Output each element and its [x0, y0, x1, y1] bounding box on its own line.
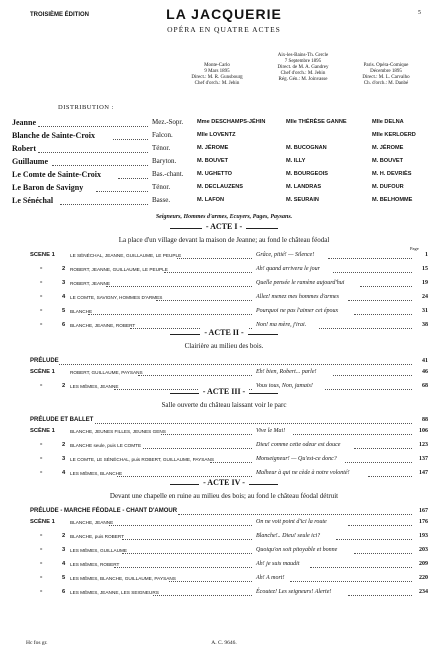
- footer-plate-number: A. C. 9646.: [211, 640, 237, 646]
- scene-entry: » 3 LE COMTE, LE SÉNÉCHAL, puis ROBERT, GUILLAUME, PAYSANS Monseigneur! — Qu'est-ce donc? 137: [40, 456, 428, 462]
- cast-monte-carlo: Mme DESCHAMPS-JÉHIN: [197, 119, 266, 125]
- scene-characters: BLANCHE seule, puis LE COMTE: [70, 443, 142, 448]
- act-setting: Clairière au milieu des bois.: [184, 342, 264, 350]
- venue-monte-carlo: Monte-Carlo 9 Mars 1895 Direct.: M. R. Gunsbourg Chef d'orch.: M. Jehin: [191, 63, 243, 86]
- scene-number: 2: [62, 383, 66, 389]
- cast-paris: M. BOUVET: [372, 158, 404, 164]
- distribution-label: DISTRIBUTION :: [58, 104, 114, 111]
- cast-aix: M. ILLY: [286, 158, 306, 164]
- scene-incipit: Quoiqu'on soit pitoyable et bonne: [256, 547, 338, 553]
- scene-characters: BLANCHE: [70, 309, 93, 314]
- scene-page: 176: [419, 519, 428, 525]
- page-marker: 5: [418, 10, 421, 16]
- scene-page: 147: [419, 470, 428, 476]
- scene-characters: LE COMTE, SAVIGNY, HOMMES D'ARMES: [70, 295, 163, 300]
- prelude-page: 41: [422, 358, 428, 364]
- footer-left: Hc fos gr.: [26, 640, 48, 646]
- scene-number: 3: [62, 456, 66, 462]
- scene-entry: [0, 428, 448, 438]
- scene-page: 31: [422, 308, 428, 314]
- scene-incipit: Écoutez! Les seigneurs! Alerte!: [256, 589, 332, 595]
- scene-characters: LE COMTE, LE SÉNÉCHAL, puis ROBERT, GUILLAUME, PAYSANS: [70, 457, 215, 462]
- act-title: - ACTE III -: [0, 387, 448, 396]
- scene-number: 5: [62, 308, 66, 314]
- page-subtitle: OPÉRA EN QUATRE ACTES: [167, 25, 281, 34]
- scene-number: 4: [62, 294, 66, 300]
- scene-incipit: Quelle pensée le ramène aujourd'hui: [256, 280, 345, 286]
- venue-aix-les-bains: Aix-les-Bains-Th. Cercle 7 Septembre 1895 Direct. de M. A. Gandrey Chef d'orch.: M. Jehin Rég. Gén.: M. Joinvasse: [277, 53, 329, 82]
- scene-characters: BLANCHE, puis ROBERT: [70, 534, 125, 539]
- scene-page: 234: [419, 589, 428, 595]
- scene-entry: » 6 LES MÊMES, JEANNE, LES SEIGNEURS Écoutez! Les seigneurs! Alerte! 234: [40, 589, 428, 595]
- scene-entry: [0, 519, 448, 529]
- cast-aix: M. LANDRAS: [286, 184, 322, 190]
- scene-characters: ROBERT, GUILLAUME, PAYSANS: [70, 370, 143, 375]
- scene-characters: BLANCHE, JEANNE, ROBERT: [70, 323, 136, 328]
- prelude-label: PRÉLUDE - MARCHE FÉODALE - CHANT D'AMOUR: [30, 508, 178, 514]
- scene-page: 123: [419, 442, 428, 448]
- scene-page: 24: [422, 294, 428, 300]
- act-setting: Salle ouverte du château laissant voir le parc: [161, 401, 287, 409]
- scene-entry: » 2 LES MÊMES, JEANNE Vous tous, Non, jamais! 68: [40, 383, 428, 389]
- prelude-page: 167: [419, 508, 428, 514]
- cast-aix: Mlle THÉRÈSE GANNE: [286, 119, 347, 125]
- role-name: Guillaume: [12, 157, 49, 166]
- scene-incipit: On ne voit point d'ici la route: [256, 519, 327, 525]
- scene-characters: LES MÊMES, BLANCHE: [70, 471, 123, 476]
- chorus-line: Seigneurs, Hommes d'armes, Ecuyers, Pages, Paysans.: [155, 214, 293, 220]
- scene-incipit: Blanche!.. Dieu! seule ici?: [256, 533, 321, 539]
- scene-incipit: Monseigneur! — Qu'est-ce donc?: [256, 456, 337, 462]
- prelude-page: 88: [422, 417, 428, 423]
- scene-characters: LE SÉNÉCHAL, JEANNE, GUILLAUME, LE PEUPLE: [70, 253, 182, 258]
- scene-incipit: Eh! bien, Robert... parle!: [256, 369, 317, 375]
- scene-characters: LES MÊMES, JEANNE, LES SEIGNEURS: [70, 590, 159, 595]
- scene-entry: » 4 LES MÊMES, ROBERT Ah! je suis maudit 209: [40, 561, 428, 567]
- scene-entry: [0, 252, 448, 262]
- scene-entry: » 3 ROBERT, JEANNE Quelle pensée le ramène aujourd'hui 19: [40, 280, 428, 286]
- scene-entry: » 2 BLANCHE seule, puis LE COMTE Dieu! comme cette odeur est douce 123: [40, 442, 428, 448]
- scene-page: 19: [422, 280, 428, 286]
- scene-characters: LES MÊMES, GUILLAUME: [70, 548, 128, 553]
- act-title: - ACTE I -: [0, 222, 448, 231]
- scene-number: 3: [62, 547, 66, 553]
- voice-type: Basse.: [152, 196, 171, 204]
- scene-number: 4: [62, 470, 66, 476]
- scene-number: 3: [62, 280, 66, 286]
- act-title: - ACTE IV -: [0, 478, 448, 487]
- page-title: LA JACQUERIE: [166, 6, 282, 22]
- prelude-label: PRÉLUDE ET BALLET: [30, 417, 94, 423]
- cast-monte-carlo: M. UGHETTO: [197, 171, 233, 177]
- scene-incipit: Ah! je suis maudit: [256, 561, 300, 567]
- scene-characters: ROBERT, JEANNE: [70, 281, 111, 286]
- scene-number: SCÈNE 1: [30, 428, 55, 434]
- scene-number: 5: [62, 575, 66, 581]
- scene-characters: BLANCHE, JEANNE: [70, 520, 114, 525]
- scene-page: 68: [422, 383, 428, 389]
- scene-incipit: Malheur à qui ne cède à notre volonté!: [256, 470, 350, 476]
- cast-paris: M. JÉROME: [372, 145, 404, 151]
- act-setting: Devant une chapelle en ruine au milieu des bois; au fond le château féodal détruit: [109, 492, 339, 500]
- page-column-label: Page: [410, 246, 419, 251]
- cast-monte-carlo: M. LAFON: [197, 197, 225, 203]
- scene-incipit: Grâce, pitié! — Silence!: [256, 252, 315, 258]
- scene-entry: [0, 369, 448, 379]
- act-setting: La place d'un village devant la maison de Jeanne; au fond le château féodal: [118, 236, 330, 244]
- scene-incipit: Ah! quand arrivera le jour: [256, 266, 320, 272]
- scene-incipit: Ah! A mort!: [256, 575, 285, 581]
- scene-number: 2: [62, 533, 66, 539]
- scene-entry: » 5 BLANCHE Pourquoi ne pas l'aimer cet époux 31: [40, 308, 428, 314]
- cast-monte-carlo: Mlle LOVENTZ: [197, 132, 236, 138]
- edition-label: TROISIÈME ÉDITION: [30, 12, 90, 18]
- scene-page: 1: [425, 252, 428, 258]
- scene-number: SCÈNE 1: [30, 369, 55, 375]
- scene-page: 193: [419, 533, 428, 539]
- voice-type: Ténor.: [152, 144, 171, 152]
- role-name: Le Comte de Sainte-Croix: [12, 170, 101, 179]
- cast-paris: M. DUFOUR: [372, 184, 404, 190]
- venue-paris: Paris. Opéra-Comique Décembre 1895 Direct.: M. L. Carvalho Ch. d'orch.: M. Danbé: [362, 63, 410, 86]
- scene-entry: » 4 LES MÊMES, BLANCHE Malheur à qui ne cède à notre volonté! 147: [40, 470, 428, 476]
- cast-aix: M. BUCOGNAN: [286, 145, 327, 151]
- scene-number: 6: [62, 322, 66, 328]
- scene-entry: » 2 ROBERT, JEANNE, GUILLAUME, LE PEUPLE Ah! quand arrivera le jour 15: [40, 266, 428, 272]
- scene-number: 6: [62, 589, 66, 595]
- scene-number: 2: [62, 266, 66, 272]
- scene-characters: LES MÊMES, JEANNE: [70, 384, 119, 389]
- scene-entry: » 6 BLANCHE, JEANNE, ROBERT Non! ma mère, j'irai. 38: [40, 322, 428, 328]
- scene-page: 46: [422, 369, 428, 375]
- scene-page: 15: [422, 266, 428, 272]
- role-name: Blanche de Sainte-Croix: [12, 131, 95, 140]
- scene-number: SCENE 1: [30, 252, 55, 258]
- scene-characters: LES MÊMES, ROBERT: [70, 562, 120, 567]
- cast-aix: M. BOURGEOIS: [286, 171, 328, 177]
- scene-incipit: Pourquoi ne pas l'aimer cet époux: [256, 308, 339, 314]
- scene-incipit: Vous tous, Non, jamais!: [256, 383, 313, 389]
- scene-incipit: Allez! menez mes hommes d'armes: [256, 294, 339, 300]
- voice-type: Bas.-chant.: [152, 170, 184, 178]
- role-name: Robert: [12, 144, 36, 153]
- scene-incipit: Non! ma mère, j'irai.: [256, 322, 307, 328]
- scene-number: SCÈNE 1: [30, 519, 55, 525]
- scene-page: 137: [419, 456, 428, 462]
- scene-page: 38: [422, 322, 428, 328]
- prelude-label: PRÉLUDE: [30, 358, 59, 364]
- voice-type: Baryton.: [152, 157, 177, 165]
- scene-entry: » 4 LE COMTE, SAVIGNY, HOMMES D'ARMES Allez! menez mes hommes d'armes 24: [40, 294, 428, 300]
- scene-number: 4: [62, 561, 66, 567]
- role-name: Jeanne: [12, 118, 36, 127]
- voice-type: Mez.-Sopr.: [152, 118, 184, 126]
- scene-page: 106: [419, 428, 428, 434]
- scene-page: 209: [419, 561, 428, 567]
- act-title: - ACTE II -: [0, 328, 448, 337]
- scene-number: 2: [62, 442, 66, 448]
- scene-characters: LES MÊMES, BLANCHE, GUILLAUME, PAYSANS: [70, 576, 176, 581]
- role-name: Le Sénéchal: [12, 196, 54, 205]
- cast-paris: M. BELHOMME: [372, 197, 413, 203]
- scene-entry: » 2 BLANCHE, puis ROBERT Blanche!.. Dieu! seule ici? 193: [40, 533, 428, 539]
- scene-entry: » 5 LES MÊMES, BLANCHE, GUILLAUME, PAYSANS Ah! A mort! 220: [40, 575, 428, 581]
- voice-type: Ténor.: [152, 183, 171, 191]
- voice-type: Falcon.: [152, 131, 173, 139]
- cast-aix: M. SEURAIN: [286, 197, 319, 203]
- scene-entry: » 3 LES MÊMES, GUILLAUME Quoiqu'on soit pitoyable et bonne 203: [40, 547, 428, 553]
- role-name: Le Baron de Savigny: [12, 183, 84, 192]
- scene-incipit: Vive le Mai!: [256, 428, 286, 434]
- cast-paris: M. H. DEVRIÈS: [372, 171, 412, 177]
- scene-characters: ROBERT, JEANNE, GUILLAUME, LE PEUPLE: [70, 267, 168, 272]
- scene-page: 203: [419, 547, 428, 553]
- cast-monte-carlo: M. JÉROME: [197, 145, 229, 151]
- scene-page: 220: [419, 575, 428, 581]
- cast-monte-carlo: M. BOUVET: [197, 158, 229, 164]
- cast-monte-carlo: M. DECLAUZENS: [197, 184, 243, 190]
- cast-paris: Mlle DELNA: [372, 119, 404, 125]
- scene-characters: BLANCHE, JEUNES FILLES, JEUNES GENS: [70, 429, 166, 434]
- scene-incipit: Dieu! comme cette odeur est douce: [256, 442, 341, 448]
- cast-paris: Mlle KERLOERD: [372, 132, 416, 138]
